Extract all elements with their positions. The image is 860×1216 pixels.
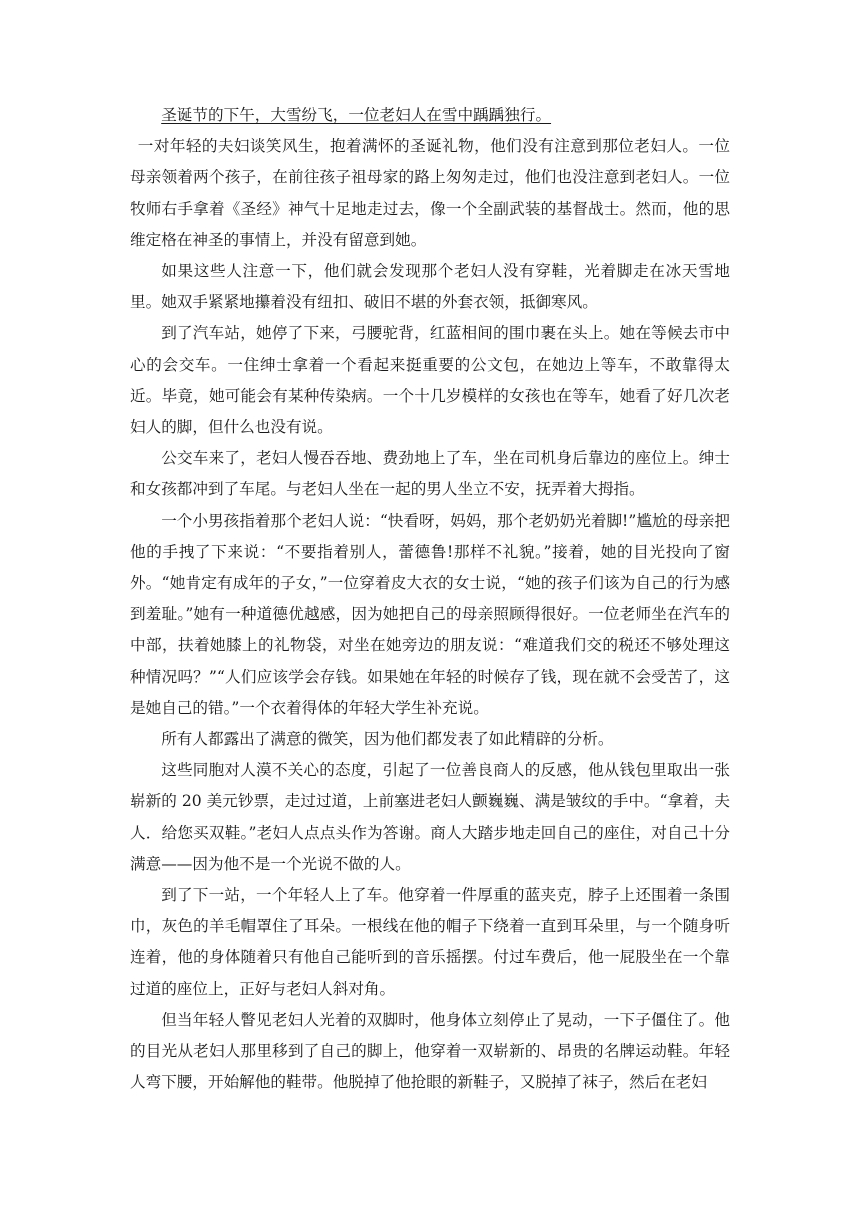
paragraph: 但当年轻人瞥见老妇人光着的双脚时，他身体立刻停止了晃动，一下子僵住了。他的目光从老妇人那里移到了自己的脚上，他穿着一双崭新的、昂贵的名牌运动鞋。年轻人弯下腰，开始解他的鞋带。他脱掉了他抢眼的新鞋子，又脱掉了袜子，然后在老妇 xyxy=(130,1010,730,1092)
paragraph-opening: 圣诞节的下午，大雪纷飞，一位老妇人在雪中踽踽独行。 xyxy=(161,106,552,124)
paragraph: 这些同胞对人漠不关心的态度，引起了一位善良商人的反感，他从钱包里取出一张崭新的 20 美元钞票，走过过道，上前塞进老妇人颤巍巍、满是皱纹的手中。“拿着，夫人．给您买双鞋。”老妇人点点头作为答谢。商人大踏步地走回自己的座住，对自己十分满意——因为他不是一个光说不做的人。 xyxy=(130,761,730,873)
paragraph: 公交车来了，老妇人慢吞吞地、费劲地上了车，坐在司机身后靠边的座位上。绅士和女孩都冲到了车尾。与老妇人坐在一起的男人坐立不安，抚弄着大拇指。 xyxy=(130,449,730,499)
paragraph: 所有人都露出了满意的微笑，因为他们都发表了如此精辟的分析。 xyxy=(161,730,614,749)
story-text xyxy=(130,100,730,1099)
paragraph: 到了汽车站，她停了下来，弓腰驼背，红蓝相间的围巾裹在头上。她在等候去市中心的会交车。一住绅士拿着一个看起来挺重要的公文包，在她边上等车，不敢靠得太近。毕竟，她可能会有某种传染病。一个十几岁模样的女孩也在等车，她看了好几次老妇人的脚，但什么也没有说。 xyxy=(130,324,730,437)
paragraph: 一对年轻的夫妇谈笑风生，抱着满怀的圣诞礼物，他们没有注意到那位老妇人。一位母亲领着两个孩子，在前往孩子祖母家的路上匆匆走过，他们也没注意到老妇人。一位牧师右手拿着《圣经》神气十足地走过去，像一个全副武装的基督战士。然而，他的思维定格在神圣的事情上，并没有留意到她。 xyxy=(130,137,730,249)
paragraph: 到了下一站，一个年轻人上了车。他穿着一件厚重的蓝夹克，脖子上还围着一条围巾，灰色的羊毛帽罩住了耳朵。一根线在他的帽子下绕着一直到耳朵里，与一个随身听连着，他的身体随着只有他自己能听到的音乐摇摆。付过车费后，他一屁股坐在一个靠过道的座位上，正好与老妇人斜对角。 xyxy=(130,886,730,998)
paragraph: 一个小男孩指着那个老妇人说：“快看呀，妈妈，那个老奶奶光着脚!”尴尬的母亲把他的手拽了下来说：“不要指着别人，蕾德鲁!那样不礼貌。”接着，她的目光投向了窗外。“她肯定有成年的子女，”一位穿着皮大衣的女士说，“她的孩子们该为自己的行为感到羞耻。”她有一种道德优越感，因为她把自己的母亲照顾得很好。一位老师坐在汽车的中部，扶着她膝上的礼物袋，对坐在她旁边的朋友说：“难道我们交的税还不够处理这种情况吗？”“人们应该学会存钱。如果她在年轻的时候存了钱，现在就不会受苦了，这是她自己的错。”一个衣着得体的年轻大学生补充说。 xyxy=(130,511,730,717)
paragraph: 如果这些人注意一下，他们就会发现那个老妇人没有穿鞋，光着脚走在冰天雪地里。她双手紧紧地攥着没有纽扣、破旧不堪的外套衣领，抵御寒风。 xyxy=(130,262,730,312)
